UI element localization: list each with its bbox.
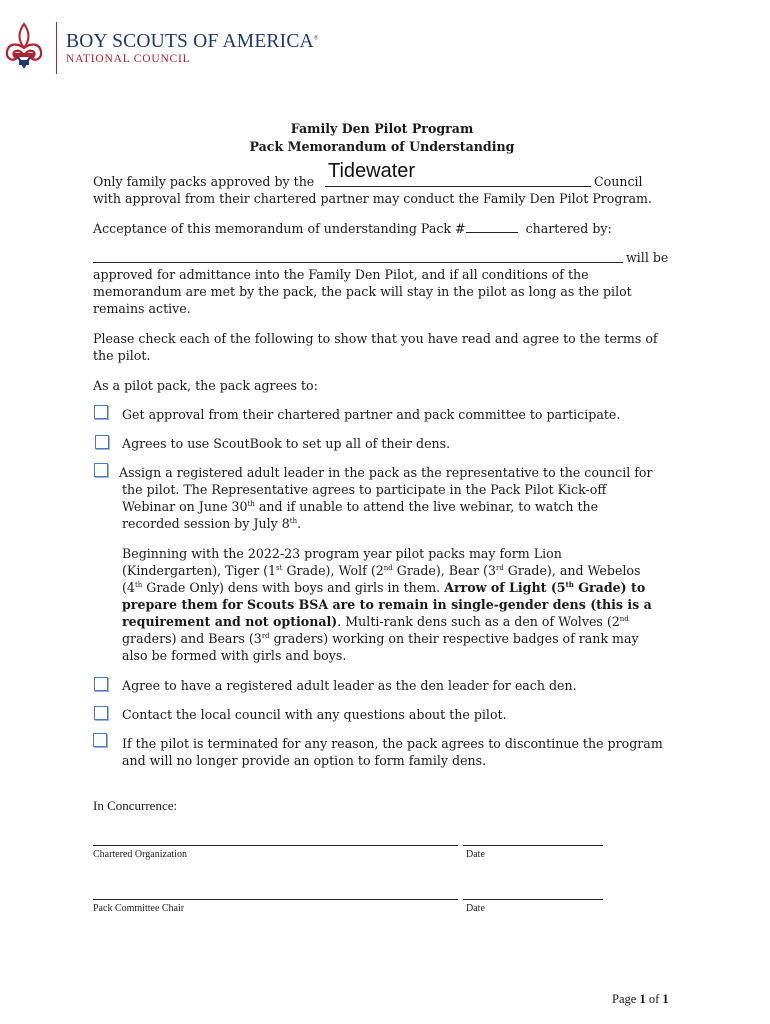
acceptance-text: Acceptance of this memorandum of understanding Pack # chartered by: [93, 221, 612, 236]
will-be-text: will be [626, 250, 669, 265]
checkbox-scoutbook[interactable] [95, 435, 109, 449]
checkbox-termination[interactable] [93, 733, 107, 747]
intro-council-word: Council [594, 174, 643, 189]
chartered-org-date-label: Date [466, 849, 485, 860]
item-den-leader-text: Agree to have a registered adult leader as the den leader for each den. [122, 678, 577, 693]
item-scoutbook-text: Agrees to use ScoutBook to set up all of their dens. [122, 436, 451, 451]
checkbox-den-leader[interactable] [94, 677, 108, 691]
chartered-org-date-line[interactable] [463, 845, 603, 846]
chartered-org-signature-line[interactable] [93, 845, 458, 846]
please-check-text: Please check each of the following to show that you have read and agree to the terms of the pilot. [93, 331, 658, 363]
pack-chair-date-label: Date [466, 903, 485, 914]
item-termination-text: If the pilot is terminated for any reason, the pack agrees to discontinue the program and will no longer provide an option to form family dens. [122, 736, 663, 768]
checkbox-representative[interactable] [94, 463, 108, 477]
acceptance-cont: approved for admittance into the Family Den Pilot, and if all conditions of the memorandum are met by the pack, the pack will stay in the pilot as long as the pilot remains active. [93, 267, 632, 316]
intro-line2: with approval from their chartered partner may conduct the Family Den Pilot Program. [93, 191, 652, 206]
item-approval-text: Get approval from their chartered partner and pack committee to participate. [122, 407, 621, 422]
beginning-paragraph: Beginning with the 2022-23 program year pilot packs may form Lion (Kindergarten), Tiger (1st Grade), Wolf (2nd Grade), Bear (3rd Grade), and Webelos (4th Grade Only) dens with boys and girls in them. Arrow of Light (5th Grade) to prepare them for Scouts BSA are to remain in single-gender dens (this is a requirement and not optional). Multi-rank dens such as a den of Wolves (2nd graders) and Bears (3rd graders) working on their respective badges of rank may also be formed with girls and boys. [122, 546, 652, 663]
council-name: NATIONAL COUNCIL [66, 53, 191, 65]
item-contact-council-text: Contact the local council with any questions about the pilot. [122, 707, 507, 722]
checkbox-contact-council[interactable] [94, 706, 108, 720]
org-name: BOY SCOUTS OF AMERICA® [66, 31, 319, 52]
trademark-symbol: ® [313, 35, 319, 42]
chartered-by-input[interactable] [93, 250, 623, 263]
council-input-value: Tidewater [328, 160, 416, 182]
pack-chair-date-line[interactable] [463, 899, 603, 900]
checkbox-approval[interactable] [94, 405, 108, 419]
pack-chair-label: Pack Committee Chair [93, 903, 185, 914]
bsa-fleur-de-lis-icon [4, 22, 44, 72]
chartered-org-label: Chartered Organization [93, 849, 187, 860]
pack-number-input[interactable] [466, 220, 518, 233]
page-title: Family Den Pilot Program [290, 121, 474, 136]
page-number: Page 1 of 1 [612, 992, 669, 1006]
page-subtitle: Pack Memorandum of Understanding [249, 139, 515, 154]
logo-divider [56, 22, 57, 74]
item-representative-text: Assign a registered adult leader in the pack as the representative to the council for the pilot. The Representative agrees to participate in the Pack Pilot Kick-off Webinar on June 30th and if unable to attend the live webinar, to watch the recorded session by July 8th. [119, 465, 653, 531]
intro-lead: Only family packs approved by the [93, 174, 315, 189]
concurrence-label: In Concurrence: [93, 798, 178, 813]
pack-chair-signature-line[interactable] [93, 899, 458, 900]
agrees-to-text: As a pilot pack, the pack agrees to: [93, 378, 318, 393]
